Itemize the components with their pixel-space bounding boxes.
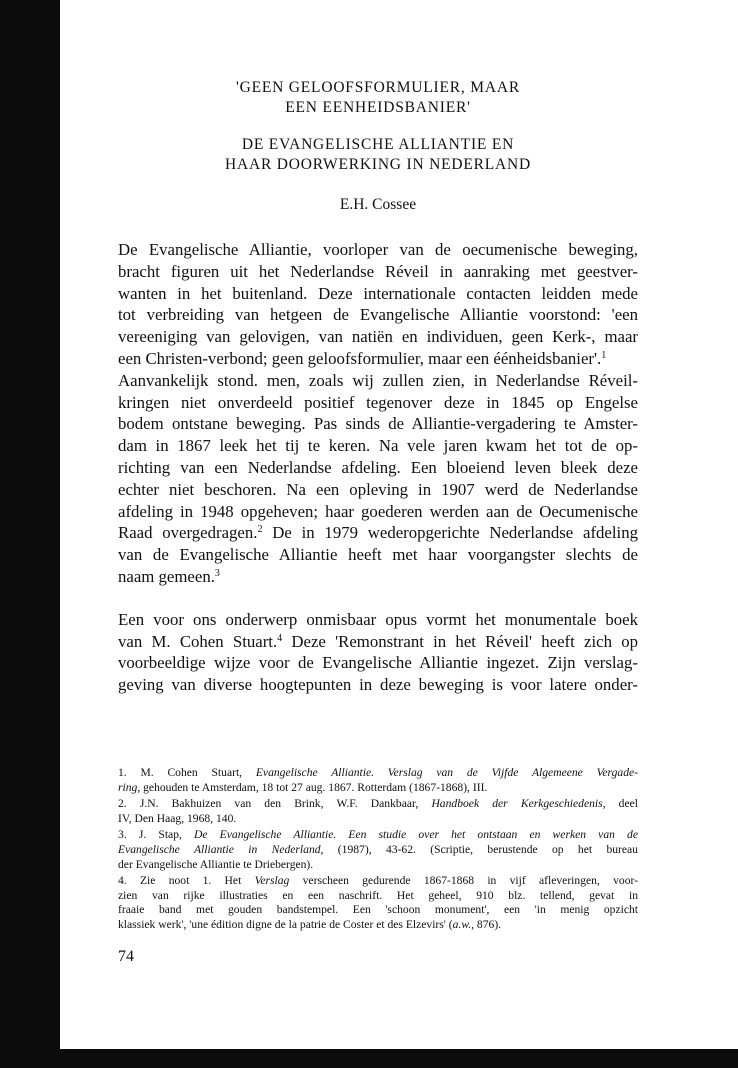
page-number: 74: [118, 948, 134, 965]
note-text: 876).: [474, 917, 502, 931]
note-text: (1987), 43-62. (Scriptie, berustende op het bureau: [323, 842, 638, 856]
text-line: richting van een Nederlandse afdeling. Een bloeiend leven bleek deze: [118, 457, 638, 477]
text-fragment: Raad overgedragen.: [118, 523, 258, 543]
article: [118, 78, 638, 696]
title-line: EEN EENHEIDSBANIER': [285, 99, 471, 116]
scan-border-left: [0, 0, 60, 1068]
footnote-line: [118, 918, 638, 933]
note-text: 4. Zie noot 1. Het: [118, 874, 255, 888]
note-text: klassiek werk', 'une édition digne de la patrie de Coster et des Elzevirs' (: [118, 917, 453, 931]
text-line: kringen niet onverdeeld positief tegenover deze in 1845 op Engelse: [118, 392, 638, 412]
text-line: Aanvankelijk stond. men, zoals wij zullen zien, in Nederlandse Réveil-: [118, 370, 638, 390]
footnote-line: fraaie band met gouden bandstempel. Een 'schoon monument', een 'in menig opzicht: [118, 903, 638, 917]
footnote-line: der Evangelische Alliantie te Driebergen).: [118, 857, 314, 871]
subtitle-line: DE EVANGELISCHE ALLIANTIE EN: [241, 136, 515, 153]
footnote-line: zien van rijke illustraties en een naschrift. Het geheel, 910 blz. tellend, gevat in: [118, 888, 638, 902]
text-line: geving van diverse hoogtepunten in deze beweging is voor latere onder-: [118, 675, 638, 695]
text-line: bracht figuren uit het Nederlandse Réveil in aanraking met geestver-: [118, 261, 638, 281]
footnotes: [118, 766, 638, 935]
text-line: wanten in het buitenland. Deze internationale contacten leidden mede: [118, 283, 638, 303]
footnote-ref-4[interactable]: 4: [277, 632, 283, 644]
footnote-line: [118, 781, 638, 796]
text-fragment: van M. Cohen Stuart.: [118, 631, 278, 651]
footnote-line: IV, Den Haag, 1968, 140.: [118, 811, 237, 825]
note-title: Evangelische Alliantie. Verslag van de Vijfde Algemeene Vergade-: [255, 766, 638, 779]
note-title: a.w.,: [452, 917, 475, 931]
author: E.H. Cossee: [339, 196, 417, 213]
text-line: vereeniging van gelovigen, van natiën en individuen, geen Kerk-, maar: [118, 327, 638, 347]
text-line: tot verbreiding van hetgeen de Evangelische Alliantie voorstond: 'een: [118, 305, 638, 325]
note-title: Evangelische Alliantie in Nederland,: [118, 842, 324, 856]
text-fragment: een Christen-verbond; geen geloofsformulier, maar een éénheidsbanier'.: [118, 348, 602, 368]
paragraph-1: [118, 239, 638, 588]
footnote-line: [118, 828, 638, 843]
text-line: [118, 522, 638, 544]
note-title: Verslag: [254, 874, 290, 888]
footnote-3: [118, 828, 638, 872]
text-line: afdeling in 1948 opgeheven; haar goederen werden aan de Oecumenische: [118, 501, 638, 521]
scan-border-bottom: [0, 1049, 738, 1068]
text-fragment: Deze 'Remonstrant in het Réveil' heeft zich op: [282, 631, 638, 651]
text-line: dam in 1867 leek het tij te keren. Na vele jaren kwam het tot de op-: [118, 436, 638, 456]
footnote-2: [118, 797, 638, 826]
note-title: De Evangelische Alliantie. Een studie over het ontstaan en werken van de: [194, 828, 638, 842]
text-line: bodem ontstane beweging. Pas sinds de Alliantie-vergadering te Amster-: [118, 414, 638, 434]
text-fragment: De in 1979 wederopgerichte Nederlandse afdeling: [262, 523, 638, 543]
subtitle: [118, 135, 638, 175]
note-title: ring,: [118, 780, 141, 794]
main-title: [118, 78, 638, 118]
note-text: deel: [605, 797, 638, 811]
footnote-ref-3[interactable]: 3: [214, 567, 220, 579]
subtitle-line: HAAR DOORWERKING IN NEDERLAND: [224, 156, 532, 173]
footnote-1: [118, 766, 638, 795]
text-line: echter niet beschoren. Na een opleving in 1907 werd de Nederlandse: [118, 479, 638, 499]
note-text: verscheen gedurende 1867-1868 in vijf afleveringen, voor-: [289, 874, 638, 888]
footnote-line: [118, 843, 638, 858]
text-line: Een voor ons onderwerp onmisbaar opus vormt het monumentale boek: [118, 609, 638, 629]
paragraph-2: [118, 609, 638, 696]
text-line: [118, 348, 638, 370]
note-text: 2. J.N. Bakhuizen van den Brink, W.F. Dankbaar,: [118, 797, 432, 811]
footnote-line: [118, 766, 638, 781]
text-line: [118, 566, 638, 588]
text-line: [118, 631, 638, 653]
footnote-ref-1[interactable]: 1: [601, 349, 607, 361]
footnote-line: [118, 797, 638, 812]
note-title: Handboek der Kerkgeschiedenis,: [431, 797, 606, 811]
footnote-4: [118, 874, 638, 932]
footnote-ref-2[interactable]: 2: [257, 524, 263, 536]
note-text: 1. M. Cohen Stuart,: [118, 766, 256, 779]
note-text: gehouden te Amsterdam, 18 tot 27 aug. 1867. Rotterdam (1867-1868), III.: [140, 780, 488, 794]
note-text: 3. J. Stap,: [118, 828, 195, 842]
title-line: 'GEEN GELOOFSFORMULIER, MAAR: [236, 79, 520, 96]
text-line: De Evangelische Alliantie, voorloper van de oecumenische beweging,: [118, 240, 638, 259]
text-fragment: naam gemeen.: [118, 566, 215, 586]
text-line: van de Evangelische Alliantie heeft met haar voorgangster slechts de: [118, 545, 638, 565]
footnote-line: [118, 874, 638, 889]
text-line: voorbeeldige wijze voor de Evangelische Alliantie ingezet. Zijn verslag-: [118, 653, 638, 673]
